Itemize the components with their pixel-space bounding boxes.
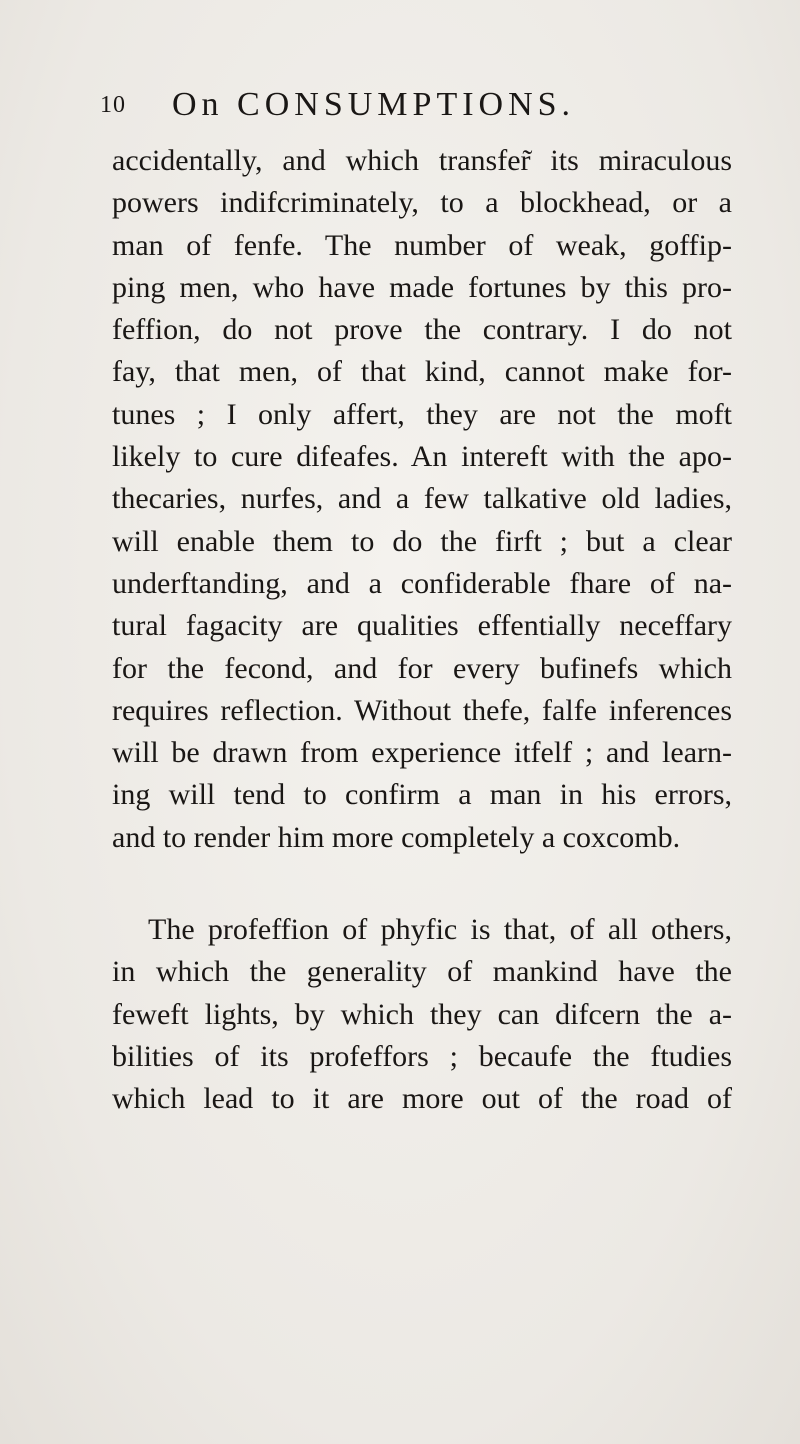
text-line: and to render him more completely a coxcomb.	[112, 820, 681, 854]
text-line: man of fenfe. The number of weak, goffip-	[112, 228, 732, 262]
paragraph-2	[112, 909, 732, 1120]
page-number: 10	[100, 92, 126, 118]
page-header	[100, 86, 740, 126]
text-line: feweft lights, by which they can difcern the a-	[112, 997, 732, 1031]
text-line: fay, that men, of that kind, cannot make for-	[112, 355, 732, 389]
text-line: will enable them to do the firft ; but a clear	[112, 524, 732, 558]
text-line: likely to cure difeafes. An intereft with the apo-	[112, 440, 732, 474]
text-line: feffion, do not prove the contrary. I do not	[112, 313, 732, 347]
paragraph-gap	[112, 859, 732, 909]
text-line: bilities of its profeffors ; becaufe the ftudies	[112, 1039, 732, 1073]
running-head: On CONSUMPTIONS.	[172, 86, 576, 123]
body-text	[112, 140, 732, 1121]
text-line: ping men, who have made fortunes by this pro-	[112, 270, 732, 304]
text-line: powers indifcriminately, to a blockhead, or a	[112, 186, 732, 220]
text-line: The profeffion of phyfic is that, of all others,	[148, 913, 732, 947]
text-line: in which the generality of mankind have the	[112, 955, 732, 989]
paragraph-1	[112, 140, 732, 859]
text-line: tunes ; I only affert, they are not the moft	[112, 397, 732, 431]
text-line: accidentally, and which transfer̃ its miraculous	[112, 144, 732, 177]
text-line: for the fecond, and for every bufinefs which	[112, 651, 732, 685]
text-line: will be drawn from experience itfelf ; and learn-	[112, 736, 732, 770]
text-line: ing will tend to confirm a man in his errors,	[112, 778, 732, 812]
text-line: underftanding, and a confiderable fhare of na-	[112, 566, 732, 600]
text-line: thecaries, nurfes, and a few talkative old ladies,	[112, 482, 732, 516]
text-line: which lead to it are more out of the road of	[112, 1082, 732, 1116]
text-line: requires reflection. Without thefe, falfe inferences	[112, 693, 732, 727]
text-line: tural fagacity are qualities effentially neceffary	[112, 609, 732, 643]
